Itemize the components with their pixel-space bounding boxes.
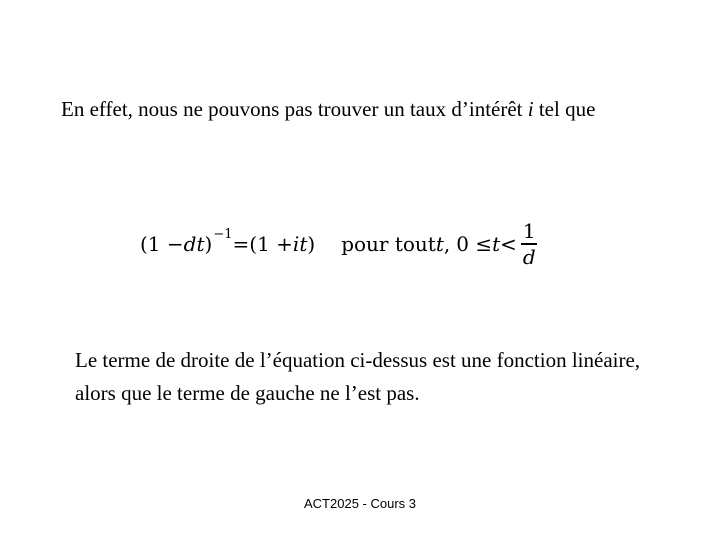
eq-condition-lt: < [500, 232, 517, 256]
slide-footer: ACT2025 - Cours 3 [304, 496, 416, 511]
eq-condition-var-t: t [435, 232, 444, 256]
eq-var-d: d [183, 232, 197, 256]
eq-var-t: t [196, 232, 205, 256]
eq-rhs-close: ) [307, 232, 316, 256]
eq-condition-var-t2: t [492, 232, 501, 256]
eq-exponent: −1 [213, 226, 233, 242]
interest-rate-variable: i [527, 97, 534, 121]
intro-text-end: tel que [533, 97, 596, 121]
eq-fraction-numerator: 1 [522, 219, 536, 244]
eq-condition-zero: 0 ≤ [456, 232, 493, 256]
eq-var-i: i [292, 232, 300, 256]
eq-lhs-close: ) [204, 232, 213, 256]
intro-text: En effet, nous ne pouvons pas trouver un taux d’intérêt [61, 97, 528, 121]
intro-paragraph [61, 93, 661, 126]
eq-condition-comma: , [443, 232, 451, 256]
eq-rhs-open: (1 + [249, 232, 293, 256]
conclusion-paragraph: Le terme de droite de l’équation ci-dessus est une fonction linéaire, alors que le terme de gauche ne l’est pas. [75, 348, 641, 405]
eq-condition-text: pour tout [341, 232, 436, 256]
eq-fraction-denominator: d [522, 244, 536, 269]
eq-var-t-rhs: t [299, 232, 308, 256]
eq-lhs-open: (1 − [140, 232, 184, 256]
equation [140, 214, 538, 274]
eq-equals: = [232, 232, 250, 256]
eq-fraction [521, 221, 538, 267]
